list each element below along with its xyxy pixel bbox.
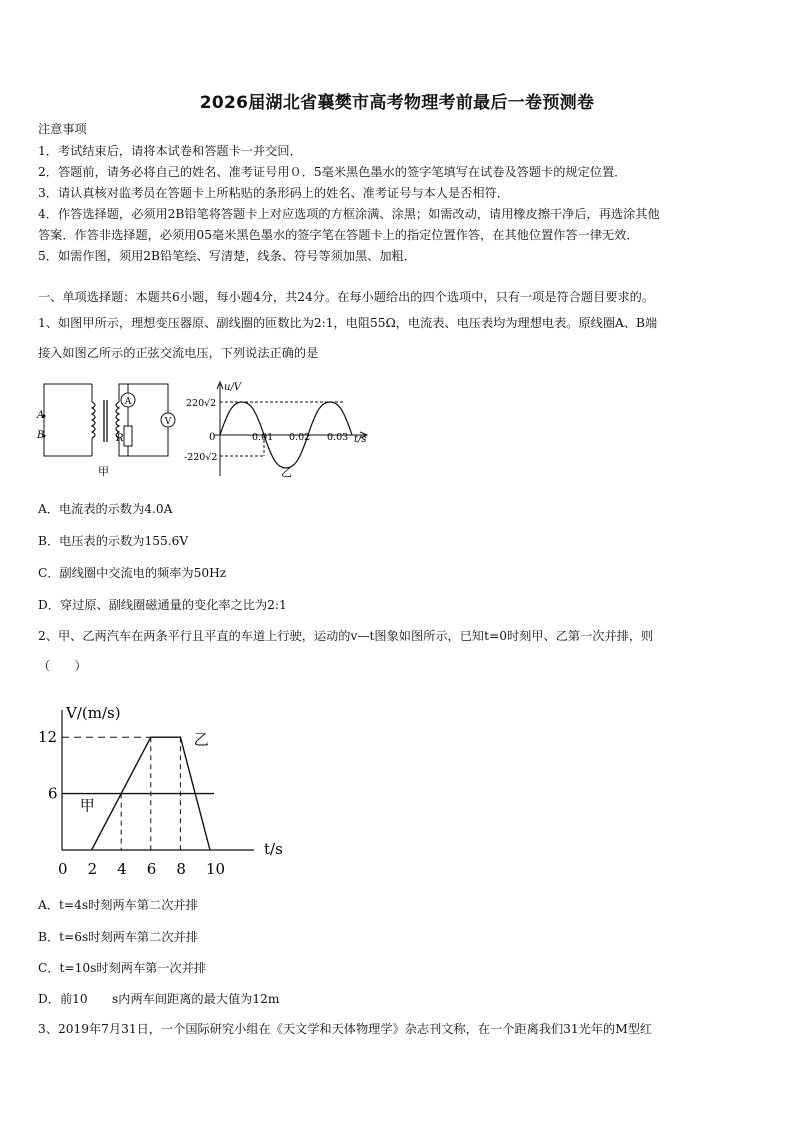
notice-item: 答案．作答非选择题，必须用05毫米黑色墨水的签字笔在答题卡上的指定位置作答，在其他位置作答一律无效． [38, 228, 639, 242]
origin-label: 0 [209, 432, 216, 443]
x-tick-label: 0.03 [327, 432, 349, 443]
voltmeter-label: V [164, 417, 172, 427]
notice-heading: 注意事项 [38, 122, 87, 136]
figure-caption: 乙 [281, 466, 292, 479]
notice-item: 1．考试结束后，请将本试卷和答题卡一并交回． [38, 144, 302, 158]
terminal-a-label: A [37, 410, 45, 421]
notice-item: 4．作答选择题，必须用2B铅笔将答题卡上对应选项的方框涂满、涂黑；如需改动，请用橡皮擦干净后，再选涂其他 [38, 207, 660, 221]
y-axis-label: u/V [224, 382, 242, 393]
terminal-b-label: B [37, 430, 45, 441]
q1-option-b: B．电压表的示数为155.6V [38, 534, 189, 548]
x-tick-label: 6 [146, 860, 157, 878]
x-tick-label: 0.01 [252, 432, 274, 443]
x-tick-label: 0.02 [289, 432, 311, 443]
q1-option-a: A．电流表的示数为4.0A [38, 502, 173, 516]
series-label: 乙 [193, 730, 209, 749]
notice-item: 5．如需作图，须用2B铅笔绘、写清楚，线条、符号等须加黑、加粗． [38, 249, 416, 263]
section-heading: 一、单项选择题：本题共6小题，每小题4分，共24分。在每小题给出的四个选项中，只有一项是符合题目要求的。 [38, 290, 655, 304]
x-tick-label: 8 [176, 860, 186, 878]
q3-stem: 3、2019年7月31日，一个国际研究小组在《天文学和天体物理学》杂志刊文称，在一个距离我们31光年的M型红 [38, 1022, 653, 1036]
q1-voltage-graph [184, 378, 374, 482]
q2-option-a: A．t=4s时刻两车第二次并排 [38, 898, 198, 912]
x-axis-label: t/s [264, 840, 283, 858]
y-tick-label: 12 [38, 728, 58, 747]
q2-option-b: B．t=6s时刻两车第二次并排 [38, 930, 198, 944]
y-min-label: -220√2 [184, 452, 218, 463]
q2-stem: （ ） [38, 659, 87, 673]
y-tick-label: 6 [48, 784, 58, 803]
y-axis-label: V/(m/s) [66, 704, 121, 722]
figure-caption: 甲 [98, 465, 109, 478]
resistor-label: R [116, 433, 124, 444]
q2-stem: 2、甲、乙两汽车在两条平行且平直的车道上行驶，运动的v—t图象如图所示，已知t=0时刻甲、乙第一次并排，则 [38, 629, 654, 643]
q1-circuit-diagram [36, 376, 186, 482]
notice-item: 3．请认真核对监考员在答题卡上所粘贴的条形码上的姓名、准考证号与本人是否相符． [38, 186, 509, 200]
q1-option-d: D．穿过原、副线圈磁通量的变化率之比为2:1 [38, 598, 287, 612]
page-title: 2026届湖北省襄樊市高考物理考前最后一卷预测卷 [199, 93, 595, 113]
x-tick-label: 2 [87, 860, 98, 878]
series-label: 甲 [79, 796, 95, 815]
x-tick-label: 4 [117, 860, 127, 878]
q2-option-d: D．前10 s内两车间距离的最大值为12m [38, 992, 280, 1006]
q1-stem: 1、如图甲所示，理想变压器原、副线圈的匝数比为2:1，电阻55Ω，电流表、电压表均为理想电表。原线圈A、B端 [38, 316, 658, 330]
y-max-label: 220√2 [186, 398, 217, 409]
x-axis-label: t/s [354, 434, 367, 445]
q1-stem: 接入如图乙所示的正弦交流电压，下列说法正确的是 [38, 346, 319, 360]
q2-vt-chart [36, 700, 306, 880]
q1-option-c: C．副线圈中交流电的频率为50Hz [38, 566, 227, 580]
x-tick-label: 0 [58, 860, 68, 878]
notice-item: 2．答题前，请务必将自己的姓名、准考证号用０．5毫米黑色墨水的签字笔填写在试卷及答题卡的规定位置． [38, 165, 627, 179]
x-tick-label: 10 [206, 860, 226, 878]
ammeter-label: A [124, 397, 132, 407]
q2-option-c: C．t=10s时刻两车第一次并排 [38, 961, 207, 975]
